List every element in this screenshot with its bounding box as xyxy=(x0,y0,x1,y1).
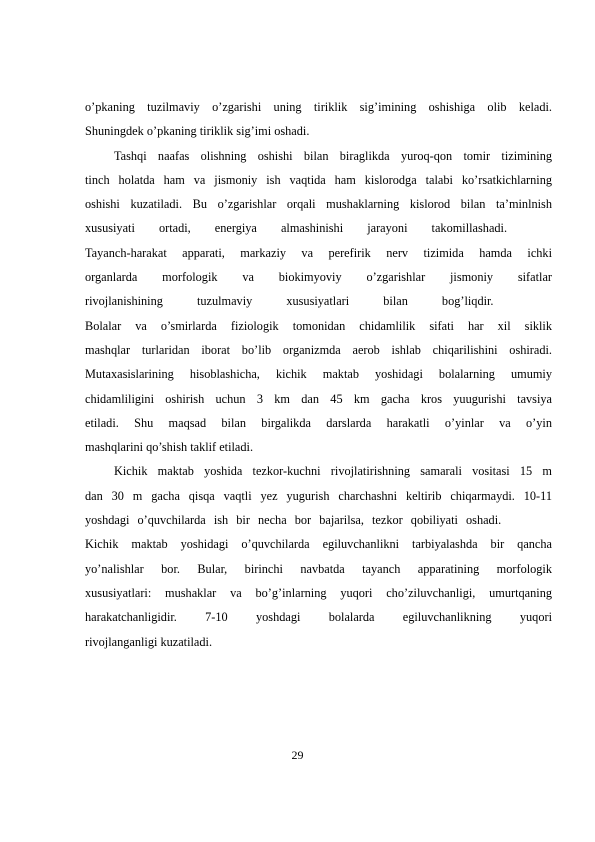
text-line: Tayanch-harakat apparati, markaziy va perefirik nerv tizimida hamda ichki xyxy=(85,245,552,260)
text-line: Bolalar va o’smirlarda fiziologik tomonidan chidamlilik sifati har xil siklik xyxy=(85,318,552,333)
body-text xyxy=(85,95,552,654)
text-line: yoshdagi o’quvchilarda ish bir necha bor bajarilsa, tezkor qobiliyati oshadi. xyxy=(85,513,502,528)
text-line: mashqlar turlaridan iborat bo’lib organizmda aerob ishlab chiqarilishini oshiradi. xyxy=(85,342,552,357)
paragraph-first-line: Kichik maktab yoshida tezkor-kuchni rivojlatirishning samarali vositasi 15 m xyxy=(114,464,552,479)
text-line: Mutaxasislarining hisoblashicha, kichik maktab yoshidagi bolalarning umumiy xyxy=(85,367,552,382)
text-line: oshishi kuzatiladi. Bu o’zgarishlar orqali mushaklarning kislorod bilan ta’minlnish xyxy=(85,197,552,212)
text-line: harakatchanligidir. 7-10 yoshdagi bolalarda egiluvchanlikning yuqori xyxy=(85,610,552,625)
text-line: xususiyati ortadi, energiya almashinishi jarayoni takomillashadi. xyxy=(85,221,508,236)
paragraph-first-line: Tashqi naafas olishning oshishi bilan biraglikda yuroq-qon tomir tizimining xyxy=(114,148,552,163)
text-line: xususiyatlari: mushaklar va bo’g’inlarning yuqori cho’ziluvchanligi, umurtqaning xyxy=(85,585,552,600)
text-line: rivojlanishining tuzulmaviy xususiyatlari bilan bog’liqdir. xyxy=(85,294,494,309)
text-line: o’pkaning tuzilmaviy o’zgarishi uning tiriklik sig’imining oshishiga olib keladi. xyxy=(85,100,552,114)
text-line: tinch holatda ham va jismoniy ish vaqtida ham kislorodga talabi ko’rsatkichlarning xyxy=(85,172,552,187)
text-line: Shuningdek o’pkaning tiriklik sig’imi oshadi. xyxy=(85,124,310,139)
text-line: mashqlarini qo’shish taklif etiladi. xyxy=(85,440,254,455)
text-line: Kichik maktab yoshidagi o’quvchilarda egiluvchanlikni tarbiyalashda bir qancha xyxy=(85,537,552,552)
text-line: rivojlanganligi kuzatiladi. xyxy=(85,634,213,649)
text-line: yo’nalishlar bor. Bular, birinchi navbatda tayanch apparatining morfologik xyxy=(85,561,552,576)
text-line: dan 30 m gacha qisqa vaqtli yez yugurish charchashni keltirib chiqarmaydi. 10-11 xyxy=(85,488,552,503)
text-line: etiladi. Shu maqsad bilan birgalikda darslarda harakatli o’yinlar va o’yin xyxy=(85,415,552,430)
page-number: 29 xyxy=(291,748,304,762)
text-line: chidamliligini oshirish uchun 3 km dan 45 km gacha kros yuugurishi tavsiya xyxy=(85,391,552,406)
text-line: organlarda morfologik va biokimyoviy o’zgarishlar jismoniy sifatlar xyxy=(85,270,552,285)
